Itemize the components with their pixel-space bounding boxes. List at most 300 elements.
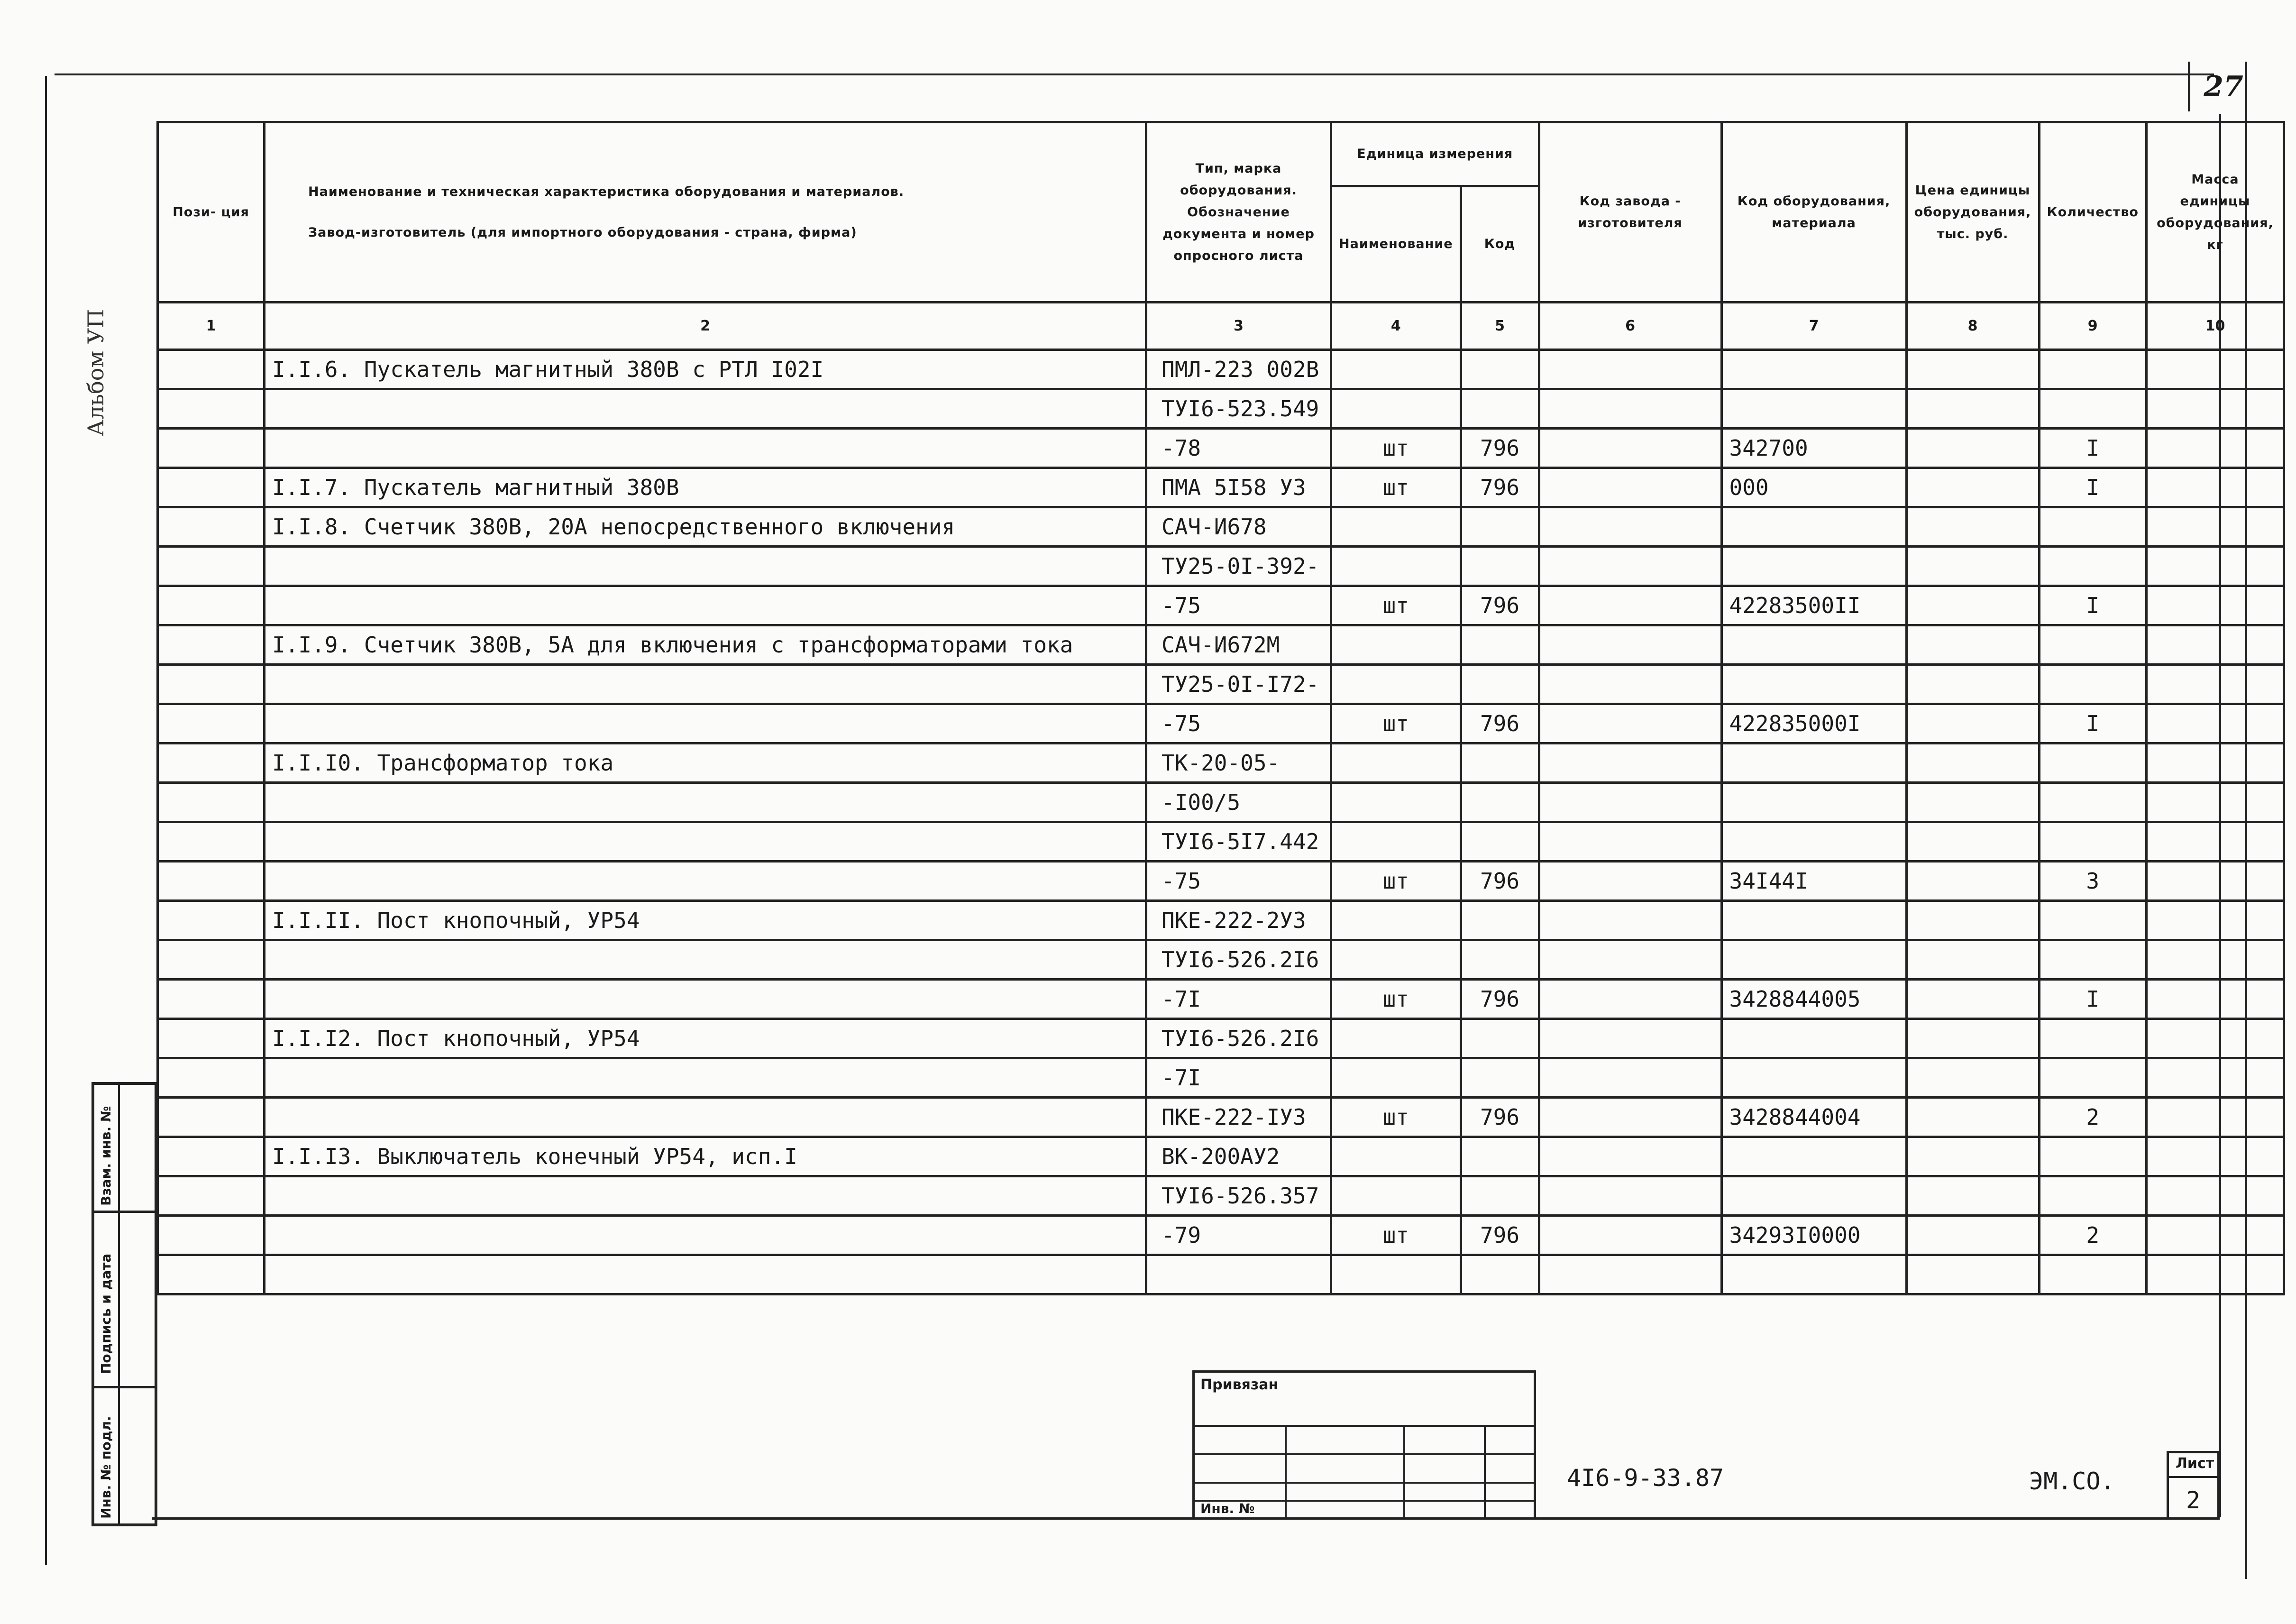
header-unit: Единица измерения — [1331, 122, 1539, 186]
list-box — [2167, 1451, 2220, 1520]
mass-cell — [2146, 1216, 2284, 1255]
position-cell — [158, 1176, 265, 1216]
material-code-cell — [1721, 625, 1906, 665]
unit-code-cell — [1461, 547, 1539, 586]
header-name-line1: Наименование и техническая характеристика оборудования и материалов. — [308, 184, 905, 199]
price-cell — [1906, 1176, 2039, 1216]
mass-cell — [2146, 350, 2284, 389]
document-code: 4I6-9-33.87 — [1567, 1464, 1724, 1492]
unit-code-cell — [1461, 743, 1539, 783]
item-name-cell — [265, 862, 1146, 901]
header-type: Тип, марка оборудования. Обозначение документа и номер опросного листа — [1146, 122, 1331, 303]
unit-code-cell — [1461, 1255, 1539, 1294]
stamp-privyazan: Привязан — [1200, 1376, 1279, 1393]
col-number: 2 — [265, 303, 1146, 350]
item-name-cell — [265, 1255, 1146, 1294]
material-code-cell — [1721, 940, 1906, 980]
table-row — [158, 1098, 2284, 1137]
unit-name-cell — [1331, 507, 1461, 547]
item-name-cell — [265, 1098, 1146, 1137]
col-number: 6 — [1539, 303, 1721, 350]
specification-table — [156, 121, 2285, 1295]
factory-code-cell — [1539, 1216, 1721, 1255]
album-side-label: Альбом УП — [83, 309, 109, 436]
unit-name-cell — [1331, 1019, 1461, 1058]
factory-code-cell — [1539, 783, 1721, 822]
material-code-cell — [1721, 743, 1906, 783]
side-box-divider — [94, 1211, 155, 1213]
frame-left-line — [45, 76, 47, 1565]
item-name-cell: I.I.I3. Выключатель конечный УР54, исп.I — [265, 1137, 1146, 1176]
material-code-cell: 422835000I — [1721, 704, 1906, 743]
table-row — [158, 665, 2284, 704]
price-cell — [1906, 783, 2039, 822]
unit-name-cell — [1331, 389, 1461, 429]
unit-name-cell — [1331, 625, 1461, 665]
unit-name-cell — [1331, 1137, 1461, 1176]
type-mark-cell: САЧ-И672М — [1146, 625, 1331, 665]
quantity-cell: I — [2039, 704, 2146, 743]
type-mark-cell: ТУ25-0I-I72- — [1146, 665, 1331, 704]
item-name-cell — [265, 1176, 1146, 1216]
table-row — [158, 507, 2284, 547]
unit-code-cell: 796 — [1461, 1216, 1539, 1255]
mass-cell — [2146, 1176, 2284, 1216]
table-row — [158, 547, 2284, 586]
header-mass: Масса единицы оборудования, кг — [2146, 122, 2284, 303]
unit-name-cell — [1331, 1176, 1461, 1216]
list-label: Лист — [2176, 1455, 2214, 1472]
quantity-cell: 2 — [2039, 1098, 2146, 1137]
position-cell — [158, 429, 265, 468]
factory-code-cell — [1539, 901, 1721, 940]
table-row — [158, 940, 2284, 980]
stamp-vline — [1484, 1425, 1486, 1520]
price-cell — [1906, 1098, 2039, 1137]
list-number: 2 — [2186, 1486, 2201, 1514]
material-code-cell — [1721, 1019, 1906, 1058]
mass-cell — [2146, 625, 2284, 665]
price-cell — [1906, 901, 2039, 940]
item-name-cell — [265, 586, 1146, 625]
table-row — [158, 704, 2284, 743]
price-cell — [1906, 507, 2039, 547]
type-mark-cell: -I00/5 — [1146, 783, 1331, 822]
position-cell — [158, 783, 265, 822]
mass-cell — [2146, 1098, 2284, 1137]
factory-code-cell — [1539, 547, 1721, 586]
quantity-cell — [2039, 783, 2146, 822]
price-cell — [1906, 980, 2039, 1019]
type-mark-cell: ТУI6-526.2I6 — [1146, 940, 1331, 980]
header-material-code: Код оборудования, материала — [1721, 122, 1906, 303]
quantity-cell — [2039, 1058, 2146, 1098]
quantity-cell — [2039, 1176, 2146, 1216]
price-cell — [1906, 468, 2039, 507]
position-cell — [158, 1216, 265, 1255]
header-unit-name: Наименование — [1331, 186, 1461, 303]
position-cell — [158, 389, 265, 429]
table-row — [158, 586, 2284, 625]
item-name-cell: I.I.6. Пускатель магнитный 380В с РТЛ I02I — [265, 350, 1146, 389]
factory-code-cell — [1539, 665, 1721, 704]
quantity-cell — [2039, 547, 2146, 586]
position-cell — [158, 1255, 265, 1294]
table-row — [158, 389, 2284, 429]
factory-code-cell — [1539, 389, 1721, 429]
quantity-cell — [2039, 940, 2146, 980]
mass-cell — [2146, 862, 2284, 901]
unit-code-cell: 796 — [1461, 586, 1539, 625]
price-cell — [1906, 429, 2039, 468]
item-name-cell: I.I.II. Пост кнопочный, УР54 — [265, 901, 1146, 940]
price-cell — [1906, 822, 2039, 862]
quantity-cell — [2039, 1019, 2146, 1058]
stamp-vline — [1285, 1425, 1287, 1520]
mass-cell — [2146, 980, 2284, 1019]
position-cell — [158, 507, 265, 547]
unit-code-cell: 796 — [1461, 704, 1539, 743]
table-body — [158, 350, 2284, 1294]
position-cell — [158, 743, 265, 783]
header-quantity: Количество — [2039, 122, 2146, 303]
quantity-cell — [2039, 507, 2146, 547]
factory-code-cell — [1539, 429, 1721, 468]
col-number: 3 — [1146, 303, 1331, 350]
type-mark-cell: ТУI6-526.2I6 — [1146, 1019, 1331, 1058]
item-name-cell — [265, 389, 1146, 429]
type-mark-cell: -7I — [1146, 1058, 1331, 1098]
col-number: 4 — [1331, 303, 1461, 350]
unit-name-cell: шт — [1331, 1216, 1461, 1255]
table-row — [158, 783, 2284, 822]
unit-name-cell: шт — [1331, 1098, 1461, 1137]
material-code-cell — [1721, 389, 1906, 429]
position-cell — [158, 1019, 265, 1058]
quantity-cell — [2039, 743, 2146, 783]
item-name-cell — [265, 1058, 1146, 1098]
mass-cell — [2146, 507, 2284, 547]
material-code-cell — [1721, 665, 1906, 704]
unit-name-cell: шт — [1331, 468, 1461, 507]
unit-code-cell — [1461, 665, 1539, 704]
type-mark-cell: ТУI6-526.357 — [1146, 1176, 1331, 1216]
quantity-cell — [2039, 901, 2146, 940]
mass-cell — [2146, 822, 2284, 862]
material-code-cell — [1721, 901, 1906, 940]
unit-name-cell: шт — [1331, 862, 1461, 901]
table-row — [158, 429, 2284, 468]
item-name-cell — [265, 1216, 1146, 1255]
item-name-cell — [265, 547, 1146, 586]
unit-code-cell — [1461, 389, 1539, 429]
frame-corner-line — [2188, 62, 2190, 111]
position-cell — [158, 1058, 265, 1098]
podpis-data-label: Подпись и дата — [98, 1253, 114, 1374]
header-position: Пози- ция — [158, 122, 265, 303]
quantity-cell — [2039, 350, 2146, 389]
mass-cell — [2146, 1137, 2284, 1176]
material-code-cell — [1721, 1255, 1906, 1294]
type-mark-cell: ПКЕ-222-IУ3 — [1146, 1098, 1331, 1137]
quantity-cell: I — [2039, 980, 2146, 1019]
quantity-cell — [2039, 1137, 2146, 1176]
price-cell — [1906, 1137, 2039, 1176]
mass-cell — [2146, 704, 2284, 743]
table-row — [158, 980, 2284, 1019]
unit-name-cell — [1331, 1058, 1461, 1098]
type-mark-cell: ПМА 5I58 У3 — [1146, 468, 1331, 507]
factory-code-cell — [1539, 1019, 1721, 1058]
material-code-cell: 34I44I — [1721, 862, 1906, 901]
item-name-cell — [265, 704, 1146, 743]
col-number: 7 — [1721, 303, 1906, 350]
stamp-block — [1192, 1370, 1536, 1520]
col-number: 10 — [2146, 303, 2284, 350]
table-row — [158, 350, 2284, 389]
mass-cell — [2146, 1255, 2284, 1294]
type-mark-cell: -79 — [1146, 1216, 1331, 1255]
type-mark-cell: ТК-20-05- — [1146, 743, 1331, 783]
header-factory-code: Код завода - изготовителя — [1539, 122, 1721, 303]
material-code-cell — [1721, 547, 1906, 586]
item-name-cell — [265, 665, 1146, 704]
col-number: 1 — [158, 303, 265, 350]
table-row — [158, 1255, 2284, 1294]
header-name-line2: Завод-изготовитель (для импортного оборудования - страна, фирма) — [308, 225, 857, 240]
factory-code-cell — [1539, 507, 1721, 547]
side-box-divider — [94, 1386, 155, 1388]
mass-cell — [2146, 547, 2284, 586]
position-cell — [158, 704, 265, 743]
unit-name-cell — [1331, 665, 1461, 704]
position-cell — [158, 901, 265, 940]
table-row — [158, 1019, 2284, 1058]
quantity-cell — [2039, 822, 2146, 862]
position-cell — [158, 547, 265, 586]
unit-name-cell — [1331, 940, 1461, 980]
mass-cell — [2146, 901, 2284, 940]
position-cell — [158, 940, 265, 980]
type-mark-cell: -7I — [1146, 980, 1331, 1019]
factory-code-cell — [1539, 468, 1721, 507]
quantity-cell: I — [2039, 429, 2146, 468]
stamp-inv-no: Инв. № — [1200, 1501, 1255, 1516]
header-price: Цена единицы оборудования, тыс. руб. — [1906, 122, 2039, 303]
unit-name-cell — [1331, 783, 1461, 822]
inv-podl-label: Инв. № подл. — [98, 1416, 114, 1519]
table-header — [158, 122, 2284, 350]
position-cell — [158, 665, 265, 704]
mass-cell — [2146, 389, 2284, 429]
material-code-cell — [1721, 350, 1906, 389]
type-mark-cell: -75 — [1146, 862, 1331, 901]
position-cell — [158, 822, 265, 862]
unit-name-cell: шт — [1331, 429, 1461, 468]
unit-name-cell — [1331, 901, 1461, 940]
material-code-cell: 342700 — [1721, 429, 1906, 468]
unit-code-cell — [1461, 1019, 1539, 1058]
type-mark-cell: ПКЕ-222-2У3 — [1146, 901, 1331, 940]
unit-code-cell — [1461, 1137, 1539, 1176]
unit-code-cell: 796 — [1461, 1098, 1539, 1137]
item-name-cell — [265, 980, 1146, 1019]
item-name-cell: I.I.9. Счетчик 380В, 5А для включения с трансформаторами тока — [265, 625, 1146, 665]
item-name-cell: I.I.I2. Пост кнопочный, УР54 — [265, 1019, 1146, 1058]
item-name-cell: I.I.8. Счетчик 380В, 20А непосредственного включения — [265, 507, 1146, 547]
price-cell — [1906, 743, 2039, 783]
col-number: 8 — [1906, 303, 2039, 350]
factory-code-cell — [1539, 980, 1721, 1019]
factory-code-cell — [1539, 822, 1721, 862]
mass-cell — [2146, 1019, 2284, 1058]
type-mark-cell: ТУ25-0I-392- — [1146, 547, 1331, 586]
item-name-cell — [265, 429, 1146, 468]
factory-code-cell — [1539, 1255, 1721, 1294]
unit-name-cell — [1331, 743, 1461, 783]
quantity-cell — [2039, 1255, 2146, 1294]
price-cell — [1906, 547, 2039, 586]
mass-cell — [2146, 665, 2284, 704]
unit-code-cell — [1461, 783, 1539, 822]
unit-code-cell — [1461, 901, 1539, 940]
table-row — [158, 862, 2284, 901]
col-number: 5 — [1461, 303, 1539, 350]
approval-side-box — [91, 1082, 157, 1526]
price-cell — [1906, 586, 2039, 625]
item-name-cell — [265, 783, 1146, 822]
table-row — [158, 1137, 2284, 1176]
factory-code-cell — [1539, 586, 1721, 625]
table-row — [158, 625, 2284, 665]
material-code-cell: 42283500II — [1721, 586, 1906, 625]
position-cell — [158, 1098, 265, 1137]
table-row — [158, 468, 2284, 507]
type-mark-cell: САЧ-И678 — [1146, 507, 1331, 547]
material-code-cell — [1721, 783, 1906, 822]
unit-code-cell: 796 — [1461, 468, 1539, 507]
unit-name-cell — [1331, 350, 1461, 389]
unit-code-cell — [1461, 350, 1539, 389]
position-cell — [158, 468, 265, 507]
type-mark-cell — [1146, 1255, 1331, 1294]
table-row — [158, 1058, 2284, 1098]
position-cell — [158, 980, 265, 1019]
unit-code-cell — [1461, 1058, 1539, 1098]
unit-code-cell — [1461, 940, 1539, 980]
material-code-cell — [1721, 1058, 1906, 1098]
material-code-cell — [1721, 1137, 1906, 1176]
col-number: 9 — [2039, 303, 2146, 350]
factory-code-cell — [1539, 940, 1721, 980]
mass-cell — [2146, 429, 2284, 468]
price-cell — [1906, 704, 2039, 743]
table-row — [158, 901, 2284, 940]
price-cell — [1906, 940, 2039, 980]
list-box-divider — [2169, 1476, 2220, 1478]
position-cell — [158, 625, 265, 665]
quantity-cell — [2039, 625, 2146, 665]
type-mark-cell: -75 — [1146, 586, 1331, 625]
table-row — [158, 1216, 2284, 1255]
unit-code-cell: 796 — [1461, 429, 1539, 468]
price-cell — [1906, 862, 2039, 901]
unit-code-cell: 796 — [1461, 862, 1539, 901]
factory-code-cell — [1539, 625, 1721, 665]
side-box-vline — [118, 1085, 120, 1523]
sheet-code: ЭМ.СО. — [2029, 1468, 2115, 1495]
table-row — [158, 822, 2284, 862]
position-cell — [158, 350, 265, 389]
item-name-cell: I.I.7. Пускатель магнитный 380В — [265, 468, 1146, 507]
header-name — [265, 122, 1146, 303]
unit-code-cell — [1461, 1176, 1539, 1216]
unit-name-cell — [1331, 822, 1461, 862]
mass-cell — [2146, 743, 2284, 783]
quantity-cell: I — [2039, 468, 2146, 507]
price-cell — [1906, 1019, 2039, 1058]
quantity-cell: 2 — [2039, 1216, 2146, 1255]
header-unit-code: Код — [1461, 186, 1539, 303]
frame-bottom-line — [152, 1517, 2219, 1520]
price-cell — [1906, 1058, 2039, 1098]
material-code-cell — [1721, 507, 1906, 547]
item-name-cell — [265, 940, 1146, 980]
unit-code-cell — [1461, 822, 1539, 862]
material-code-cell: 34293I0000 — [1721, 1216, 1906, 1255]
frame-top-line — [55, 73, 2214, 75]
unit-name-cell: шт — [1331, 704, 1461, 743]
item-name-cell: I.I.I0. Трансформатор тока — [265, 743, 1146, 783]
material-code-cell — [1721, 822, 1906, 862]
factory-code-cell — [1539, 743, 1721, 783]
unit-name-cell — [1331, 547, 1461, 586]
mass-cell — [2146, 468, 2284, 507]
price-cell — [1906, 350, 2039, 389]
factory-code-cell — [1539, 1058, 1721, 1098]
quantity-cell: I — [2039, 586, 2146, 625]
mass-cell — [2146, 940, 2284, 980]
table-row — [158, 743, 2284, 783]
unit-code-cell — [1461, 625, 1539, 665]
unit-name-cell — [1331, 1255, 1461, 1294]
vzam-inv-label: Взам. инв. № — [98, 1106, 114, 1206]
mass-cell — [2146, 586, 2284, 625]
factory-code-cell — [1539, 1098, 1721, 1137]
quantity-cell — [2039, 665, 2146, 704]
quantity-cell: 3 — [2039, 862, 2146, 901]
price-cell — [1906, 1216, 2039, 1255]
quantity-cell — [2039, 389, 2146, 429]
position-cell — [158, 862, 265, 901]
type-mark-cell: -78 — [1146, 429, 1331, 468]
table-row — [158, 1176, 2284, 1216]
material-code-cell: 000 — [1721, 468, 1906, 507]
material-code-cell: 3428844004 — [1721, 1098, 1906, 1137]
stamp-vline — [1403, 1425, 1405, 1520]
price-cell — [1906, 389, 2039, 429]
factory-code-cell — [1539, 350, 1721, 389]
unit-name-cell: шт — [1331, 980, 1461, 1019]
material-code-cell: 3428844005 — [1721, 980, 1906, 1019]
unit-code-cell — [1461, 507, 1539, 547]
mass-cell — [2146, 1058, 2284, 1098]
type-mark-cell: ТУI6-523.549 — [1146, 389, 1331, 429]
page-number: 27 — [2204, 70, 2243, 103]
type-mark-cell: -75 — [1146, 704, 1331, 743]
factory-code-cell — [1539, 1137, 1721, 1176]
material-code-cell — [1721, 1176, 1906, 1216]
